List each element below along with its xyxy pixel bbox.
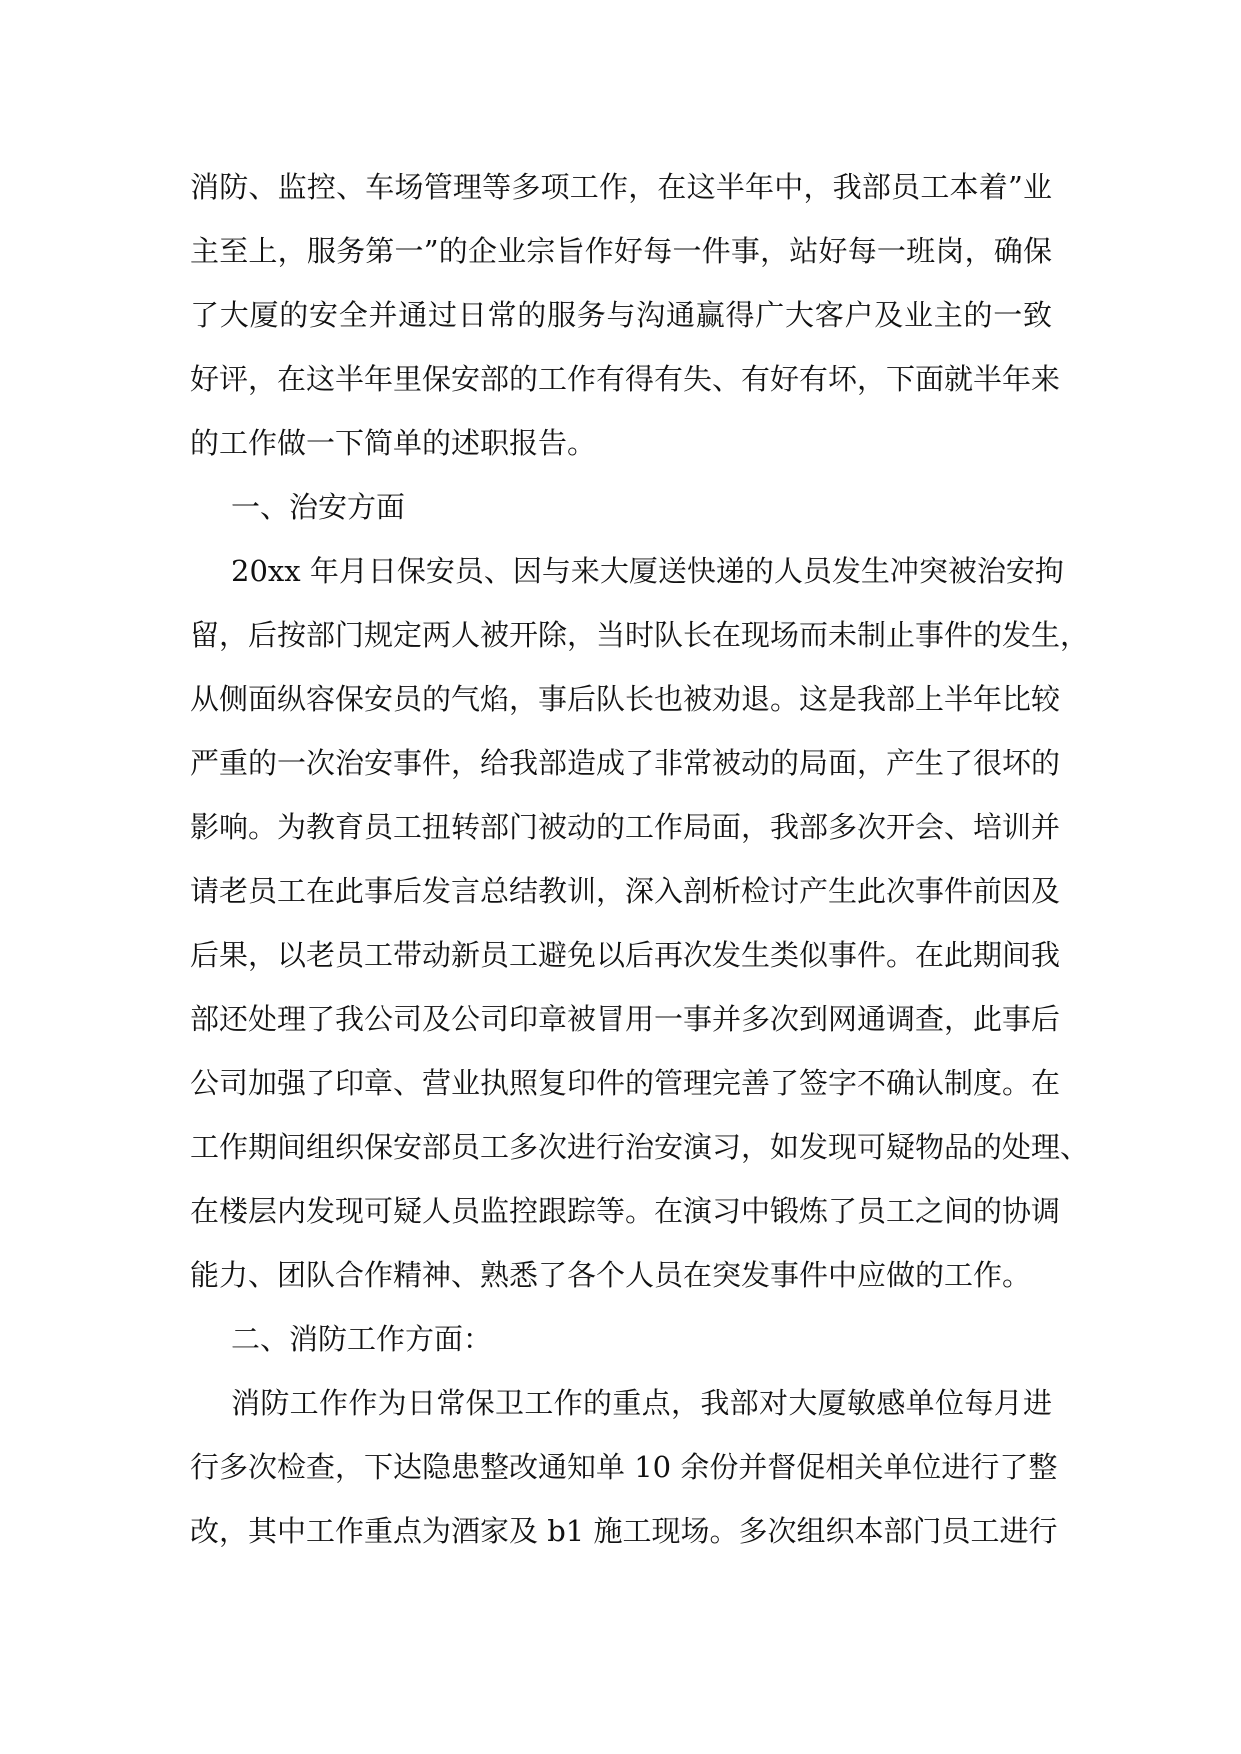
text-line: 留，后按部门规定两人被开除，当时队长在现场而未制止事件的发生， — [190, 618, 1090, 652]
text-line: 严重的一次治安事件，给我部造成了非常被动的局面，产生了很坏的 — [190, 746, 1061, 780]
text-line: 影响。为教育员工扭转部门被动的工作局面，我部多次开会、培训并 — [190, 810, 1061, 844]
text-line: 后果，以老员工带动新员工避免以后再次发生类似事件。在此期间我 — [190, 938, 1061, 972]
text-line: 请老员工在此事后发言总结教训，深入剖析检讨产生此次事件前因及 — [190, 874, 1061, 908]
text-line: 从侧面纵容保安员的气焰，事后队长也被劝退。这是我部上半年比较 — [190, 682, 1061, 716]
text-line: 消防工作作为日常保卫工作的重点，我部对大厦敏感单位每月进 — [231, 1386, 1052, 1420]
text-line: 好评，在这半年里保安部的工作有得有失、有好有坏，下面就半年来 — [190, 362, 1061, 396]
text-line: 行多次检查，下达隐患整改通知单 10 余份并督促相关单位进行了整 — [190, 1450, 1058, 1484]
document-body — [190, 155, 1090, 1563]
section-heading: 一、治安方面 — [231, 490, 406, 524]
text-line: 消防、监控、车场管理等多项工作，在这半年中，我部员工本着”业 — [190, 170, 1052, 204]
text-line: 公司加强了印章、营业执照复印件的管理完善了签字不确认制度。在 — [190, 1066, 1061, 1100]
text-line: 的工作做一下简单的述职报告。 — [190, 426, 597, 460]
text-line: 改，其中工作重点为酒家及 b1 施工现场。多次组织本部门员工进行 — [190, 1514, 1058, 1548]
section-heading: 二、消防工作方面： — [231, 1322, 493, 1356]
text-line: 主至上，服务第一”的企业宗旨作好每一件事，站好每一班岗，确保 — [190, 234, 1052, 268]
text-line: 在楼层内发现可疑人员监控跟踪等。在演习中锻炼了员工之间的协调 — [190, 1194, 1061, 1228]
text-line: 能力、团队合作精神、熟悉了各个人员在突发事件中应做的工作。 — [190, 1258, 1032, 1292]
text-line: 部还处理了我公司及公司印章被冒用一事并多次到网通调查，此事后 — [190, 1002, 1061, 1036]
text-line: 工作期间组织保安部员工多次进行治安演习，如发现可疑物品的处理、 — [190, 1130, 1090, 1164]
text-line: 了大厦的安全并通过日常的服务与沟通赢得广大客户及业主的一致 — [190, 298, 1052, 332]
text-line: 20xx 年月日保安员、因与来大厦送快递的人员发生冲突被治安拘 — [231, 554, 1064, 588]
